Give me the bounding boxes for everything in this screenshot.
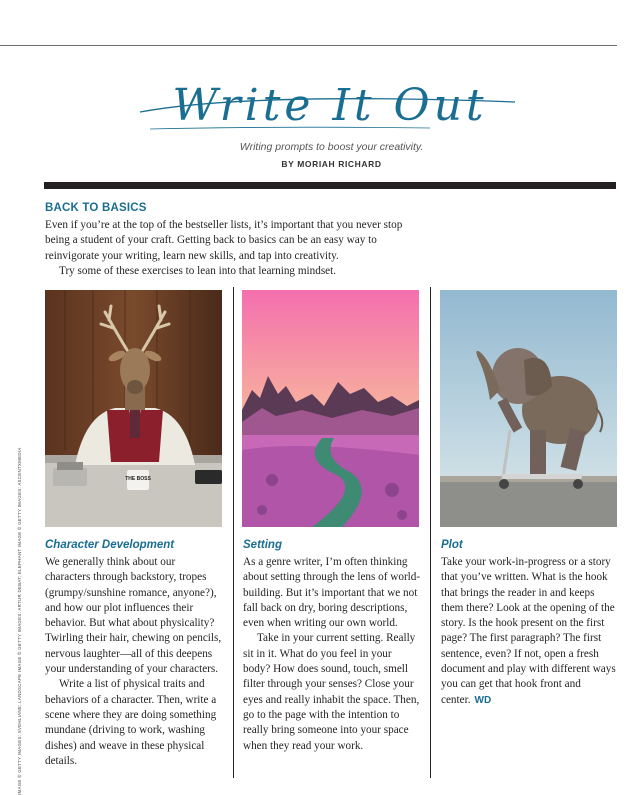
intro-text bbox=[45, 218, 417, 279]
column-heading-character: Character Development bbox=[45, 539, 175, 551]
column-paragraph: Take in your current setting. Really sit in it. What do you feel in your body? How does sound, touch, smell filter through your senses? Close your eyes and really inhabit the space. Then, go to the page with the intention to really bring someone into your space when they read your work. bbox=[243, 632, 420, 752]
elephant-scooter-photo bbox=[440, 290, 617, 527]
column-text-plot bbox=[441, 555, 619, 708]
column-text-character bbox=[45, 555, 223, 769]
top-rule bbox=[0, 45, 617, 46]
column-paragraph: As a genre writer, I’m often thinking about setting through the lens of world-building. But it’s important that we not fall back on dry, boring descriptions, even when writing our own world. bbox=[243, 556, 421, 630]
column-paragraph: Write a list of physical traits and behaviors of a character. Then, write a scene where they are doing something mundane (driving to work, washing dishes) and weave in these physical details. bbox=[45, 678, 217, 767]
column-paragraph: We generally think about our characters through backstory, tropes (grumpy/sunshine romance, anyone?), and how our plot influences their behavior. But what about physicality? Twirling their hair, chewing on pencils, nervous laughter—all of this deepens your understanding of your characters. bbox=[45, 556, 222, 676]
header-rule bbox=[44, 182, 616, 189]
column-divider bbox=[233, 287, 234, 778]
subtitle: Writing prompts to boost your creativity. bbox=[239, 141, 424, 153]
page-title bbox=[130, 76, 530, 138]
deer-head-photo bbox=[45, 290, 222, 527]
section-heading: BACK TO BASICS bbox=[45, 202, 147, 214]
column-text-setting bbox=[243, 555, 421, 754]
intro-paragraph: Try some of these exercises to lean into that learning mindset. bbox=[59, 264, 337, 277]
byline: BY MORIAH RICHARD bbox=[281, 159, 382, 169]
column-heading-plot: Plot bbox=[441, 539, 463, 551]
mug-label: THE BOSS bbox=[125, 476, 151, 482]
column-paragraph bbox=[441, 555, 619, 708]
column-heading-setting: Setting bbox=[243, 539, 282, 551]
signoff: WD bbox=[474, 694, 492, 706]
plot-paragraph: Take your work-in-progress or a story that you’ve written. What is the hook that brings the reader in and keeps them there? Look at the opening of the story. Is the hook present on the first page? The first paragraph? The first sentence, even? If not, open a fresh document and play with different ways you can get that hook front and center. bbox=[441, 556, 616, 706]
image-credit: IMAGE © GETTY IMAGES: SVEHLIANE; LANDSCAPE IMAGE © GETTY IMAGES: ARTUR DEBAT; ELEPHANT IMAGE © GETTY IMAGES: ASCENTXMEDIA bbox=[17, 447, 22, 795]
intro-paragraph: Even if you’re at the top of the bestseller lists, it’s important that you never stop being a student of your craft. Getting back to basics can be an easy way to reinvigorate your writing, learn new skills, and tap into creativity. bbox=[45, 219, 403, 262]
column-divider bbox=[430, 287, 431, 778]
pink-landscape-photo bbox=[242, 290, 419, 527]
title-text: Write It Out bbox=[172, 80, 488, 131]
